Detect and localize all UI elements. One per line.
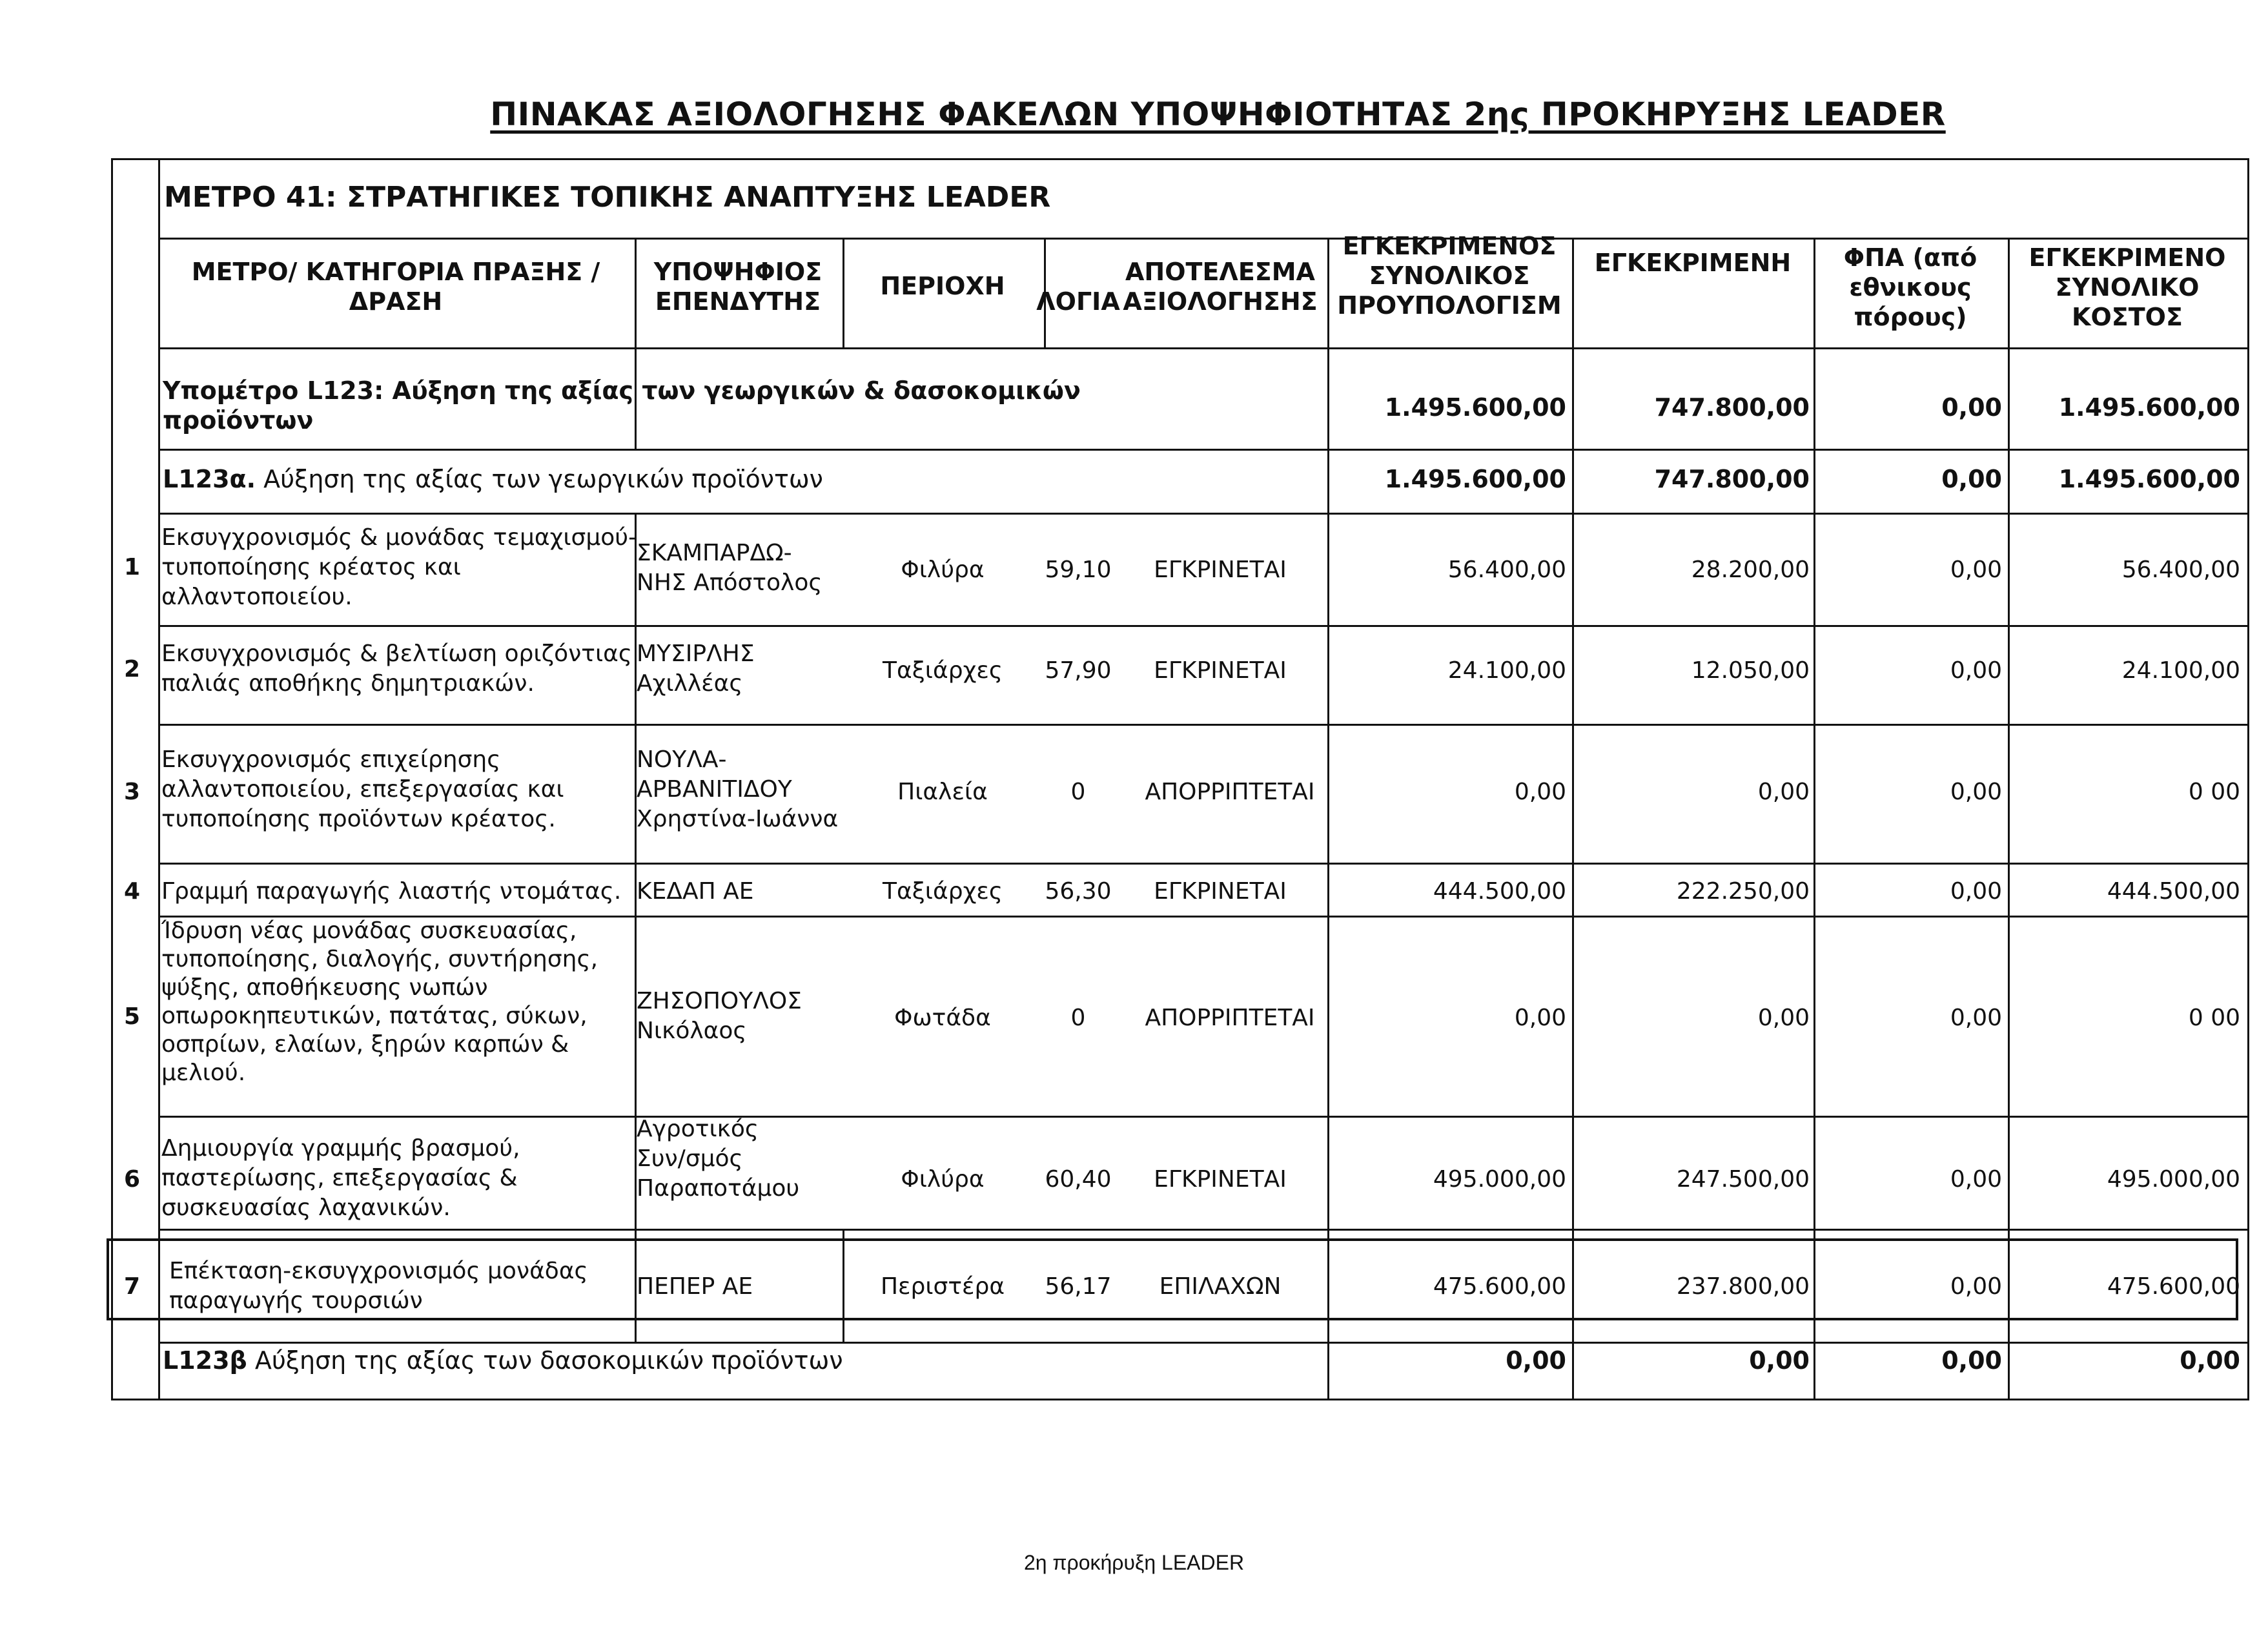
rule (158, 160, 160, 1399)
page-title: ΠΙΝΑΚΑΣ ΑΞΙΟΛΟΓΗΣΗΣ ΦΑΚΕΛΩΝ ΥΠΟΨΗΦΙΟΤΗΤΑΣ 2ης ΠΡΟΚΗΡΥΞΗΣ LEADER (490, 96, 1946, 133)
row-area: Φωτάδα (894, 1005, 991, 1031)
submeasure-label: Υπομέτρο L123: Αύξηση της αξίας των γεωργικών & δασοκομικών προϊόντων (163, 376, 1081, 435)
row-result: ΕΓΚΡΙΝΕΤΑΙ (1154, 657, 1287, 684)
row-number: 3 (124, 779, 141, 805)
header-action: ΜΕΤΡΟ/ ΚΑΤΗΓΟΡΙΑ ΠΡΑΞΗΣ / ΔΡΑΣΗ (191, 258, 600, 316)
row-result: ΑΠΟΡΡΙΠΤΕΤΑΙ (1145, 1005, 1315, 1031)
rule (158, 724, 2247, 726)
header-vat: ΦΠΑ (από εθνικους πόρους) (1843, 243, 1977, 331)
row-area: Φιλύρα (901, 1166, 985, 1193)
row-description: Εκσυγχρονισμός & μονάδας τεμαχισμού- τυποποίησης κρέατος και αλλαντοποιείου. (161, 524, 637, 610)
row-total: 495.000,00 (2107, 1166, 2240, 1193)
measure-title: ΜΕΤΡΟ 41: ΣΤΡΑΤΗΓΙΚΕΣ ΤΟΠΙΚΗΣ ΑΝΑΠΤΥΞΗΣ LEADER (164, 181, 1051, 214)
row-budget: 0,00 (1514, 779, 1566, 805)
row-number: 7 (124, 1273, 141, 1300)
row-number: 1 (124, 554, 141, 580)
row-budget: 444.500,00 (1433, 878, 1566, 905)
row-score: 0 (1070, 779, 1086, 805)
row-total: 0 00 (2188, 1005, 2240, 1031)
row-total: 0 00 (2188, 779, 2240, 805)
row-score: 56,30 (1045, 878, 1112, 905)
rule (158, 238, 2247, 240)
row-score: 0 (1070, 1005, 1086, 1031)
rule (158, 1342, 2247, 1344)
rule (635, 513, 637, 1342)
row-applicant: ΚΕΔΑΠ ΑΕ (637, 878, 754, 905)
rule (158, 513, 2247, 515)
row-area: Ταξιάρχες (883, 878, 1003, 905)
header-approved-total: ΕΓΚΕΚΡΙΜΕΝΟ ΣΥΝΟΛΙΚΟ ΚΟΣΤΟΣ (2028, 243, 2226, 331)
row-vat: 0,00 (1950, 1273, 2002, 1300)
row-applicant: ΝΟΥΛΑ- ΑΡΒΑΝΙΤΙΔΟΥ Χρηστίνα-Ιωάννα (637, 746, 839, 832)
rule (158, 449, 2247, 451)
rule (158, 1116, 2247, 1118)
row-total: 56.400,00 (2121, 557, 2240, 583)
row-public: 0,00 (1757, 779, 1810, 805)
action-a-public: 747.800,00 (1654, 465, 1810, 493)
row-vat: 0,00 (1950, 1166, 2002, 1193)
row-score: 60,40 (1045, 1166, 1112, 1193)
action-b-total: 0,00 (2180, 1346, 2240, 1375)
row-description: Γραμμή παραγωγής λιαστής ντομάτας. (161, 878, 622, 905)
action-a-budget: 1.495.600,00 (1384, 465, 1566, 493)
row-description: Εκσυγχρονισμός επιχείρησης αλλαντοποιείου, επεξεργασίας και τυποποίησης προϊόντων κρέατος. (161, 746, 564, 832)
row-total: 475.600,00 (2107, 1273, 2240, 1300)
row-result: ΕΠΙΛΑΧΩΝ (1159, 1273, 1282, 1300)
submeasure-total: 1.495.600,00 (2058, 393, 2240, 422)
header-result: ΑΠΟΤΕΛΕΣΜΑ ΑΞΙΟΛΟΓΗΣΗΣ (1123, 258, 1318, 316)
rule (158, 1229, 2247, 1231)
row-public: 28.200,00 (1691, 557, 1810, 583)
rule (158, 863, 2247, 865)
row-result: ΕΓΚΡΙΝΕΤΑΙ (1154, 557, 1287, 583)
rule (158, 347, 2247, 349)
submeasure-vat: 0,00 (1941, 393, 2002, 422)
row-description: Επέκταση-εκσυγχρονισμός μονάδας παραγωγής τουρσιών (169, 1258, 588, 1314)
row-vat: 0,00 (1950, 557, 2002, 583)
row-number: 4 (124, 878, 141, 905)
page-footer: 2η προκήρυξη LEADER (1023, 1551, 1245, 1574)
row-vat: 0,00 (1950, 878, 2002, 905)
row-area: Περιστέρα (880, 1273, 1005, 1300)
row-number: 5 (124, 1003, 141, 1030)
header-approved-public: ΕΓΚΕΚΡΙΜΕΝΗ (1594, 249, 1792, 277)
row-description: Εκσυγχρονισμός & βελτίωση οριζόντιας παλιάς αποθήκης δημητριακών. (161, 641, 633, 697)
row-result: ΕΓΚΡΙΝΕΤΑΙ (1154, 1166, 1287, 1193)
row-public: 237.800,00 (1676, 1273, 1810, 1300)
row-applicant: Αγροτικός Συν/σμός Παραποτάμου (637, 1116, 800, 1202)
row-public: 222.250,00 (1676, 878, 1810, 905)
row-vat: 0,00 (1950, 1005, 2002, 1031)
row-area: Ταξιάρχες (883, 657, 1003, 684)
row-budget: 475.600,00 (1433, 1273, 1566, 1300)
row-public: 0,00 (1757, 1005, 1810, 1031)
row-public: 12.050,00 (1691, 657, 1810, 684)
row-applicant: ΣΚΑΜΠΑΡΔΩ- ΝΗΣ Απόστολος (637, 540, 822, 596)
row-applicant: ΜΥΣΙΡΛΗΣ Αχιλλέας (637, 641, 755, 697)
header-area: ΠΕΡΙΟΧΗ (880, 272, 1005, 300)
row-budget: 0,00 (1514, 1005, 1566, 1031)
row-result: ΕΓΚΡΙΝΕΤΑΙ (1154, 878, 1287, 905)
row-score: 56,17 (1045, 1273, 1112, 1300)
row-area: Φιλύρα (901, 557, 985, 583)
row-number: 2 (124, 656, 141, 682)
action-b-vat: 0,00 (1941, 1346, 2002, 1375)
submeasure-public: 747.800,00 (1654, 393, 1810, 422)
action-b-label: L123β Αύξηση της αξίας των δασοκομικών προϊόντων (163, 1346, 843, 1375)
action-a-vat: 0,00 (1941, 465, 2002, 493)
row-budget: 495.000,00 (1433, 1166, 1566, 1193)
row-total: 24.100,00 (2121, 657, 2240, 684)
header-approved-budget: ΕΓΚΕΚΡΙΜΕΝΟΣ ΣΥΝΟΛΙΚΟΣ ΠΡΟΥΠΟΛΟΓΙΣΜ (1337, 232, 1562, 320)
row-applicant: ΖΗΣΟΠΟΥΛΟΣ Νικόλαος (637, 988, 802, 1044)
row-vat: 0,00 (1950, 779, 2002, 805)
header-score: ΛΟΓΙΑ (1036, 287, 1120, 316)
row-area: Πιαλεία (897, 779, 988, 805)
row-score: 57,90 (1045, 657, 1112, 684)
action-a-label: L123α. Αύξηση της αξίας των γεωργικών προϊόντων (163, 465, 823, 493)
row-description: Ίδρυση νέας μονάδας συσκευασίας, τυποποίησης, διαλογής, συντήρησης, ψύξης, αποθήκευσης νωπών οπωροκηπευτικών, πατάτας, σύκων, οσπρίων, ελαίων, ξηρών καρπών & μελιού. (161, 918, 598, 1086)
row-result: ΑΠΟΡΡΙΠΤΕΤΑΙ (1145, 779, 1315, 805)
header-applicant: ΥΠΟΨΗΦΙΟΣ ΕΠΕΝΔΥΤΗΣ (653, 258, 822, 316)
row-total: 444.500,00 (2107, 878, 2240, 905)
submeasure-budget: 1.495.600,00 (1384, 393, 1566, 422)
action-b-public: 0,00 (1749, 1346, 1810, 1375)
row-applicant: ΠΕΠΕΡ ΑΕ (637, 1273, 753, 1300)
row-description: Δημιουργία γραμμής βρασμού, παστερίωσης, επεξεργασίας & συσκευασίας λαχανικών. (161, 1135, 520, 1221)
row-number: 6 (124, 1166, 141, 1193)
row-score: 59,10 (1045, 557, 1112, 583)
row-public: 247.500,00 (1676, 1166, 1810, 1193)
action-a-total: 1.495.600,00 (2058, 465, 2240, 493)
row-budget: 24.100,00 (1447, 657, 1566, 684)
row-vat: 0,00 (1950, 657, 2002, 684)
rule (158, 625, 2247, 627)
row-budget: 56.400,00 (1447, 557, 1566, 583)
action-b-budget: 0,00 (1506, 1346, 1566, 1375)
